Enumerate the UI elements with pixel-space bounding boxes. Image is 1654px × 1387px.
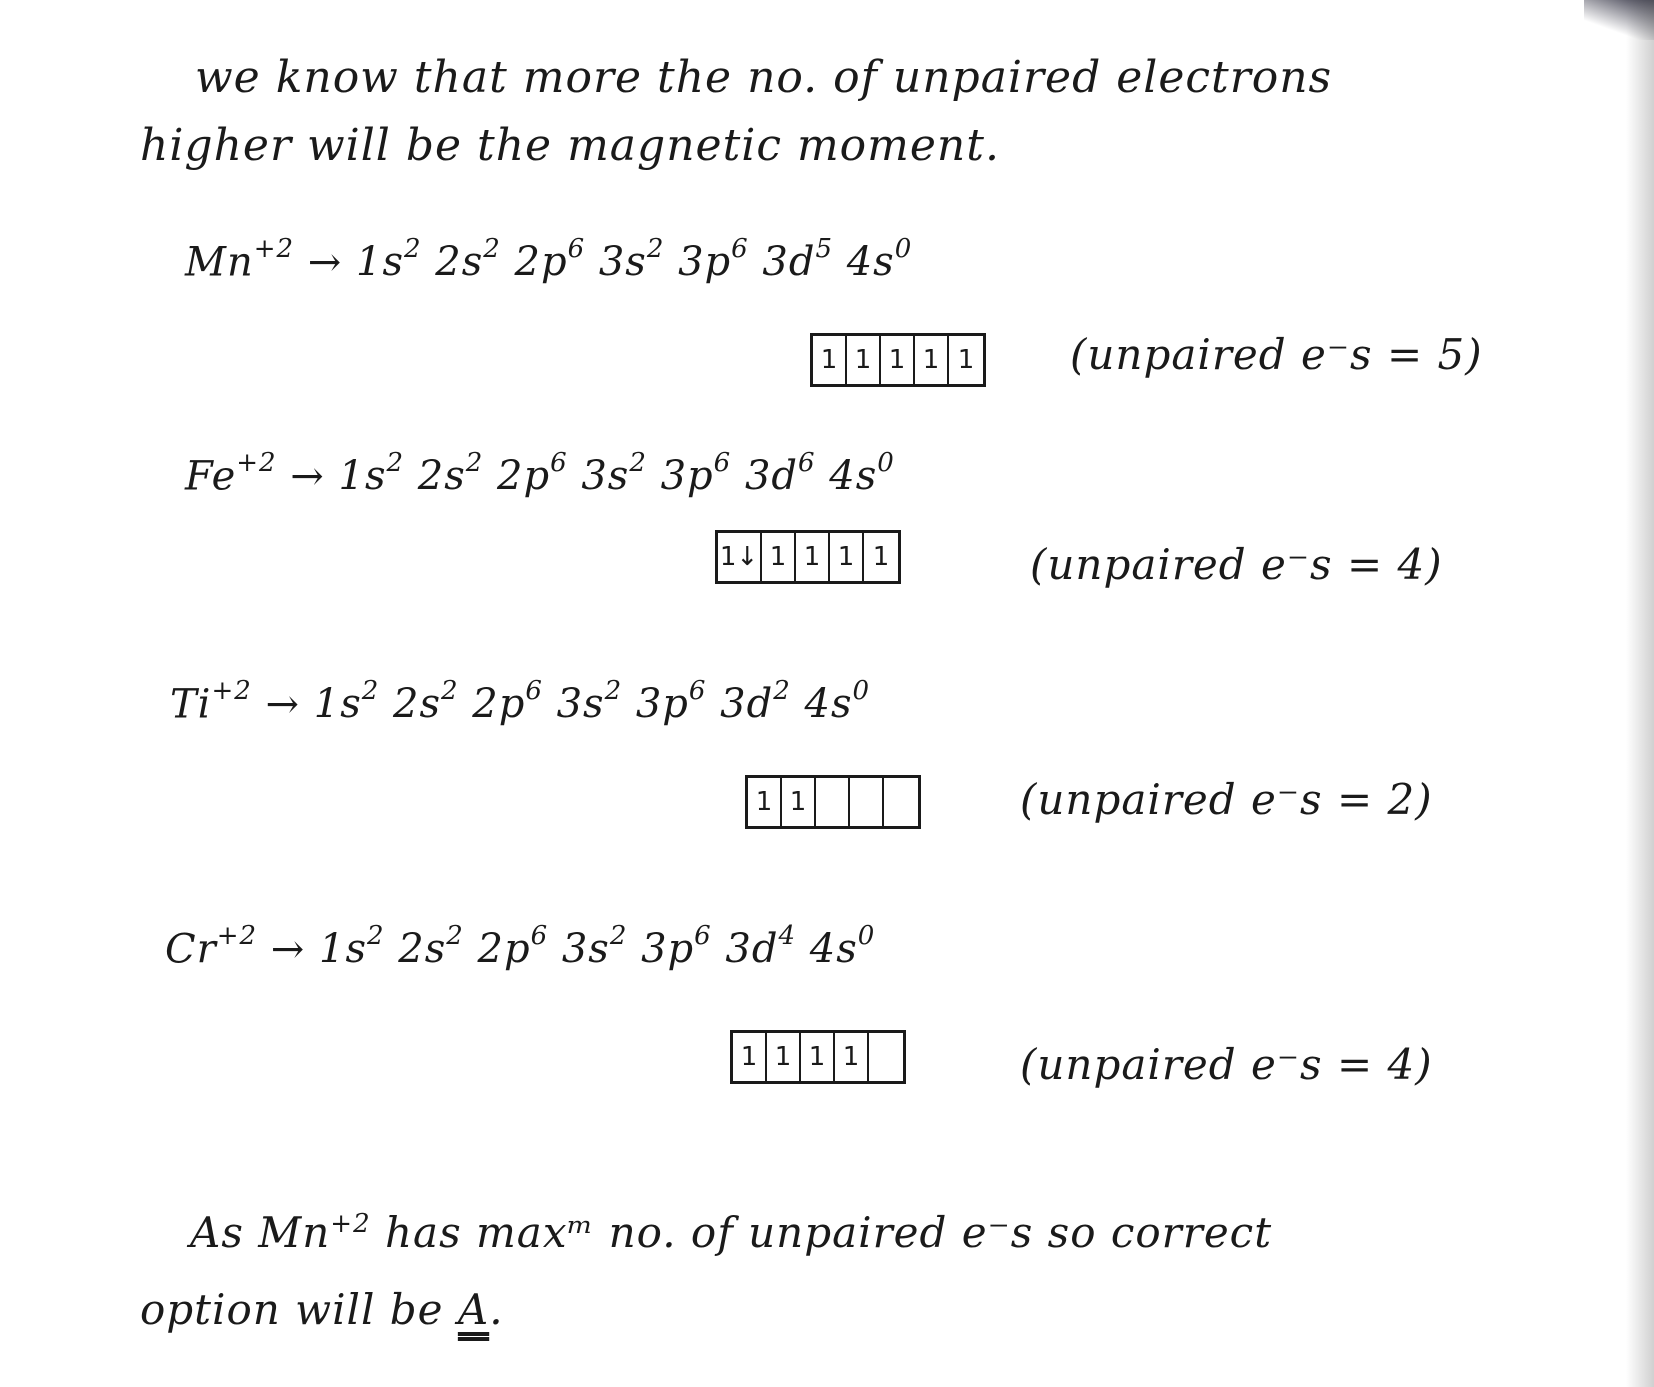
ion-symbol: Ti: [170, 681, 212, 728]
conclusion-text: has maxᵐ no. of unpaired e⁻s so correct: [370, 1208, 1273, 1257]
ion-charge: +2: [211, 676, 252, 706]
orbital-term: $3d^2$: [720, 676, 791, 728]
config-cr: [165, 921, 876, 973]
config-ti: [170, 676, 871, 728]
orbital-box-cr: [730, 1030, 906, 1084]
orbital-cell: 1: [762, 533, 796, 581]
orbital-term: $3d^5$: [762, 234, 834, 286]
answer-option: A: [457, 1285, 490, 1334]
orbital-cell: 1: [767, 1033, 801, 1081]
orbital-term: $3d^6$: [744, 448, 816, 500]
intro-line-2: higher will be the magnetic moment.: [140, 120, 1000, 171]
orbital-term: $3s^2$: [598, 234, 665, 286]
orbital-term: $1s^2$: [356, 234, 422, 286]
orbital-cell: 1: [796, 533, 830, 581]
ion-symbol: Fe: [185, 453, 237, 500]
arrow: →: [307, 239, 356, 286]
orbital-cell: 1: [847, 336, 881, 384]
orbital-term: $4s^0$: [846, 234, 913, 286]
config-mn: [185, 234, 913, 286]
orbital-term: $4s^0$: [809, 921, 876, 973]
orbital-term: $3p^6$: [635, 676, 707, 728]
orbital-term: $4s^0$: [829, 448, 895, 500]
ion-symbol: Mn: [185, 239, 254, 286]
orbital-cell: 1: [957, 345, 975, 375]
arrow: →: [265, 681, 314, 728]
orbital-box-fe: [715, 530, 901, 584]
unpaired-note-cr: (unpaired e⁻s = 4): [1020, 1040, 1433, 1089]
orbital-term: $1s^2$: [338, 448, 405, 500]
orbital-cell: 1: [801, 1033, 835, 1081]
config-fe: [185, 448, 895, 500]
orbital-term: $3p^6$: [678, 234, 749, 286]
arrow: →: [270, 926, 320, 973]
orbital-cell: 1: [915, 336, 949, 384]
orbital-term: $2p^6$: [477, 921, 549, 973]
orbital-term: $3p^6$: [641, 921, 712, 973]
orbital-cell: 1: [872, 542, 890, 572]
orbital-term: $2p^6$: [514, 234, 586, 286]
orbital-cell: 1↓: [718, 533, 762, 581]
unpaired-note-mn: (unpaired e⁻s = 5): [1070, 330, 1483, 379]
orbital-cell: [869, 1033, 903, 1081]
orbital-term: $3s^2$: [561, 921, 628, 973]
orbital-term: $3p^6$: [660, 448, 732, 500]
orbital-cell: [850, 778, 884, 826]
orbital-cell: [884, 778, 918, 826]
orbital-box-ti: [745, 775, 921, 829]
ion-charge: +2: [216, 921, 258, 951]
orbital-term: $3s^2$: [581, 448, 647, 500]
orbital-term: $2s^2$: [435, 234, 501, 286]
orbital-term: $3s^2$: [556, 676, 623, 728]
orbital-cell: 1: [733, 1033, 767, 1081]
ion-charge: +2: [253, 234, 295, 264]
conclusion-line-1: [190, 1208, 1272, 1257]
conclusion-text: option will be: [140, 1285, 458, 1334]
conclusion-text: .: [489, 1285, 504, 1334]
orbital-cell: [816, 778, 850, 826]
orbital-cell: 1: [881, 336, 915, 384]
orbital-term: $3d^4$: [725, 921, 797, 973]
conclusion-text: As Mn: [190, 1208, 331, 1257]
orbital-cell: 1: [835, 1033, 869, 1081]
orbital-cell: 1: [748, 778, 782, 826]
conclusion-line-2: [140, 1285, 504, 1334]
orbital-cell: 1: [830, 533, 864, 581]
unpaired-note-fe: (unpaired e⁻s = 4): [1030, 540, 1443, 589]
intro-line-1: we know that more the no. of unpaired electrons: [195, 52, 1333, 103]
orbital-term: $1s^2$: [313, 676, 380, 728]
orbital-box-mn: [810, 333, 986, 387]
orbital-term: $2p^6$: [472, 676, 543, 728]
page-edge-shadow: [1626, 0, 1654, 1387]
orbital-term: $2s^2$: [398, 921, 464, 973]
conclusion-charge: +2: [330, 1209, 371, 1239]
orbital-term: $2p^6$: [497, 448, 568, 500]
orbital-term: $4s^0$: [804, 676, 871, 728]
orbital-term: $2s^2$: [393, 676, 459, 728]
unpaired-note-ti: (unpaired e⁻s = 2): [1020, 775, 1433, 824]
arrow: →: [290, 453, 339, 500]
orbital-term: $2s^2$: [417, 448, 484, 500]
orbital-term: $1s^2$: [319, 921, 385, 973]
orbital-cell: 1: [782, 778, 816, 826]
ion-symbol: Cr: [165, 926, 217, 973]
orbital-cell: 1: [813, 336, 847, 384]
ion-charge: +2: [236, 448, 277, 478]
